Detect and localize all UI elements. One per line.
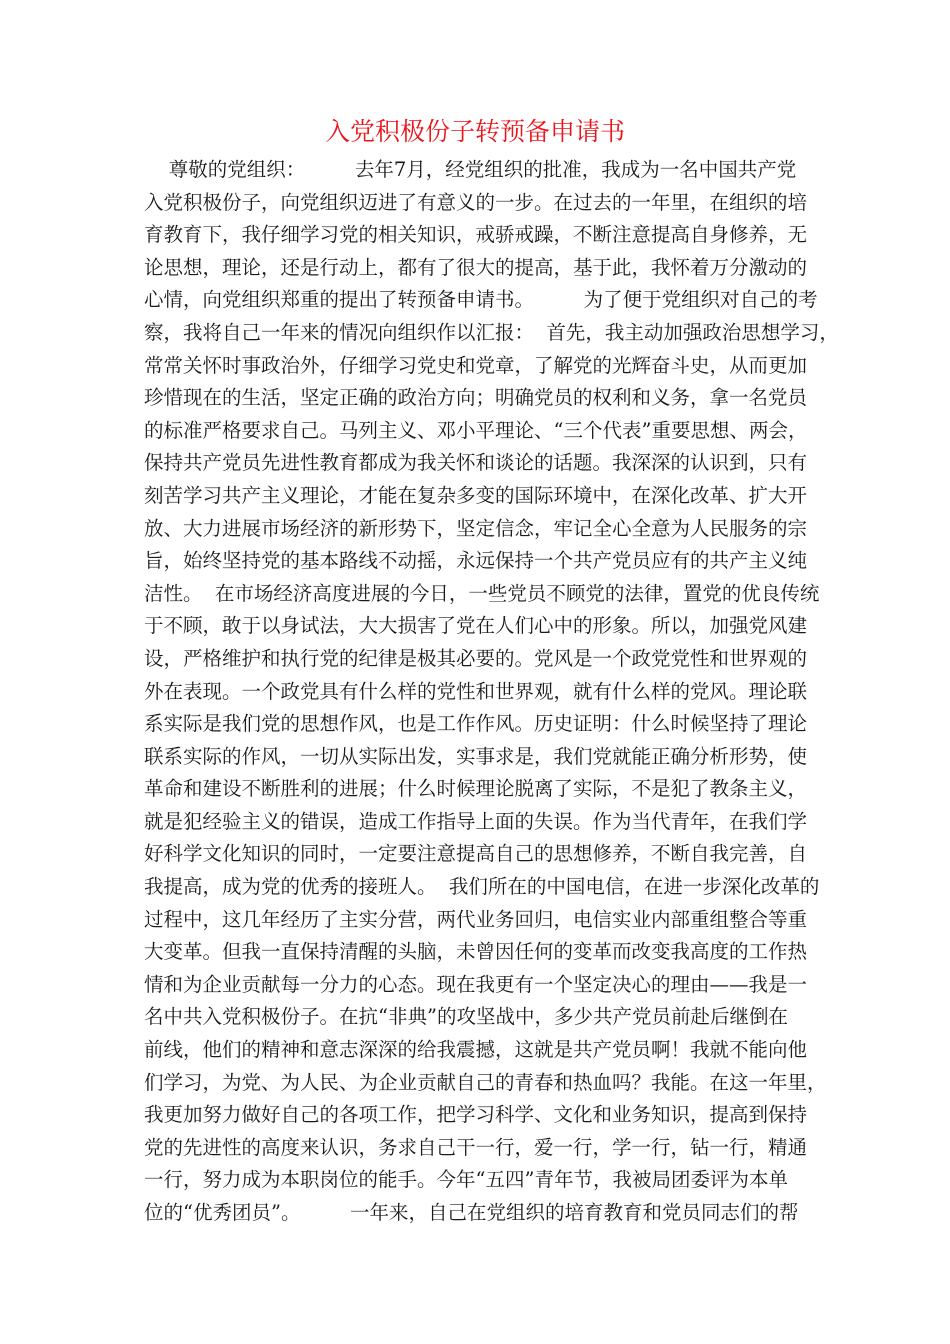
paragraph-line: 外在表现。一个政党具有什么样的党性和世界观，就有什么样的党风。理论联 (144, 679, 808, 703)
paragraph-line: 洁性。 在市场经济高度进展的今日，一些党员不顾党的法律，置党的优良传统 (144, 581, 820, 605)
paragraph-line: 入党积极份子，向党组织迈进了有意义的一步。在过去的一年里，在组织的培 (144, 190, 808, 214)
document-title: 入党积极份子转预备申请书 (324, 117, 625, 146)
paragraph-line: 情和为企业贡献每一分力的心态。现在我更有一个坚定决心的理由——我是一 (144, 972, 808, 996)
paragraph-line: 位的“优秀团员”。 一年来，自己在党组织的培育教育和党员同志们的帮 (144, 1201, 799, 1224)
paragraph-line: 于不顾，敢于以身试法，大大损害了党在人们心中的形象。所以，加强党风建 (144, 614, 808, 638)
paragraph-line: 名中共入党积极份子。在抗“非典”的攻坚战中，多少共产党员前赴后继倒在 (144, 1005, 788, 1029)
paragraph-line: 的标准严格要求自己。马列主义、邓小平理论、“三个代表”重要思想、两会， (144, 418, 808, 442)
paragraph-line: 系实际是我们党的思想作风，也是工作作风。历史证明：什么时候坚持了理论 (144, 712, 808, 736)
paragraph-line: 过程中，这几年经历了主实分营，两代业务回归，电信实业内部重组整合等重 (144, 907, 808, 931)
paragraph-line: 大变革。但我一直保持清醒的头脑，未曾因任何的变革而改变我高度的工作热 (144, 940, 808, 964)
paragraph-line: 们学习，为党、为人民、为企业贡献自己的青春和热血吗？我能。在这一年里， (144, 1070, 827, 1094)
paragraph-line: 旨，始终坚持党的基本路线不动摇，永远保持一个共产党员应有的共产主义纯 (144, 549, 808, 573)
paragraph-line: 我更加努力做好自己的各项工作，把学习科学、文化和业务知识，提高到保持 (144, 1103, 808, 1127)
paragraph-line: 察，我将自己一年来的情况向组织作以汇报： 首先，我主动加强政治思想学习， (144, 320, 839, 344)
paragraph-line: 常常关怀时事政治外，仔细学习党史和党章，了解党的光辉奋斗史，从而更加 (144, 353, 808, 377)
paragraph-line: 联系实际的作风，一切从实际出发，实事求是，我们党就能正确分析形势，使 (144, 744, 808, 768)
paragraph-line: 设，严格维护和执行党的纪律是极其必要的。党风是一个政党党性和世界观的 (144, 646, 808, 670)
document-body (144, 154, 839, 1230)
paragraph-line: 保持共产党员先进性教育都成为我关怀和谈论的话题。我深深的认识到，只有 (144, 451, 808, 475)
paragraph-line: 育教育下，我仔细学习党的相关知识，戒骄戒躁，不断注意提高自身修养，无 (144, 223, 808, 247)
paragraph-line: 我提高，成为党的优秀的接班人。 我们所在的中国电信，在进一步深化改革的 (144, 875, 820, 899)
paragraph-line: 一行，努力成为本职岗位的能手。今年“五四”青年节，我被局团委评为本单 (144, 1168, 788, 1192)
paragraph-line: 珍惜现在的生活，坚定正确的政治方向；明确党员的权利和义务，拿一名党员 (144, 386, 808, 410)
paragraph-line: 论思想，理论，还是行动上，都有了很大的提高，基于此，我怀着万分激动的 (144, 255, 808, 279)
paragraph-line: 革命和建设不断胜利的进展；什么时候理论脱离了实际，不是犯了教条主义， (144, 777, 808, 801)
paragraph-line: 尊敬的党组织： 去年7月，经党组织的批准，我成为一名中国共产党 (144, 158, 797, 181)
paragraph-line: 就是犯经验主义的错误，造成工作指导上面的失误。作为当代青年，在我们学 (144, 809, 808, 833)
paragraph-line: 心情，向党组织郑重的提出了转预备申请书。 为了便于党组织对自己的考 (144, 288, 818, 312)
paragraph-line: 好科学文化知识的同时，一定要注意提高自己的思想修养，不断自我完善，自 (144, 842, 808, 866)
paragraph-line: 前线，他们的精神和意志深深的给我震撼，这就是共产党员啊！我就不能向他 (144, 1038, 808, 1062)
paragraph-line: 党的先进性的高度来认识，务求自己干一行，爱一行，学一行，钻一行，精通 (144, 1135, 808, 1159)
paragraph-line: 放、大力进展市场经济的新形势下，坚定信念，牢记全心全意为人民服务的宗 (144, 516, 808, 540)
paragraph-line: 刻苦学习共产主义理论，才能在复杂多变的国际环境中，在深化改革、扩大开 (144, 483, 808, 507)
